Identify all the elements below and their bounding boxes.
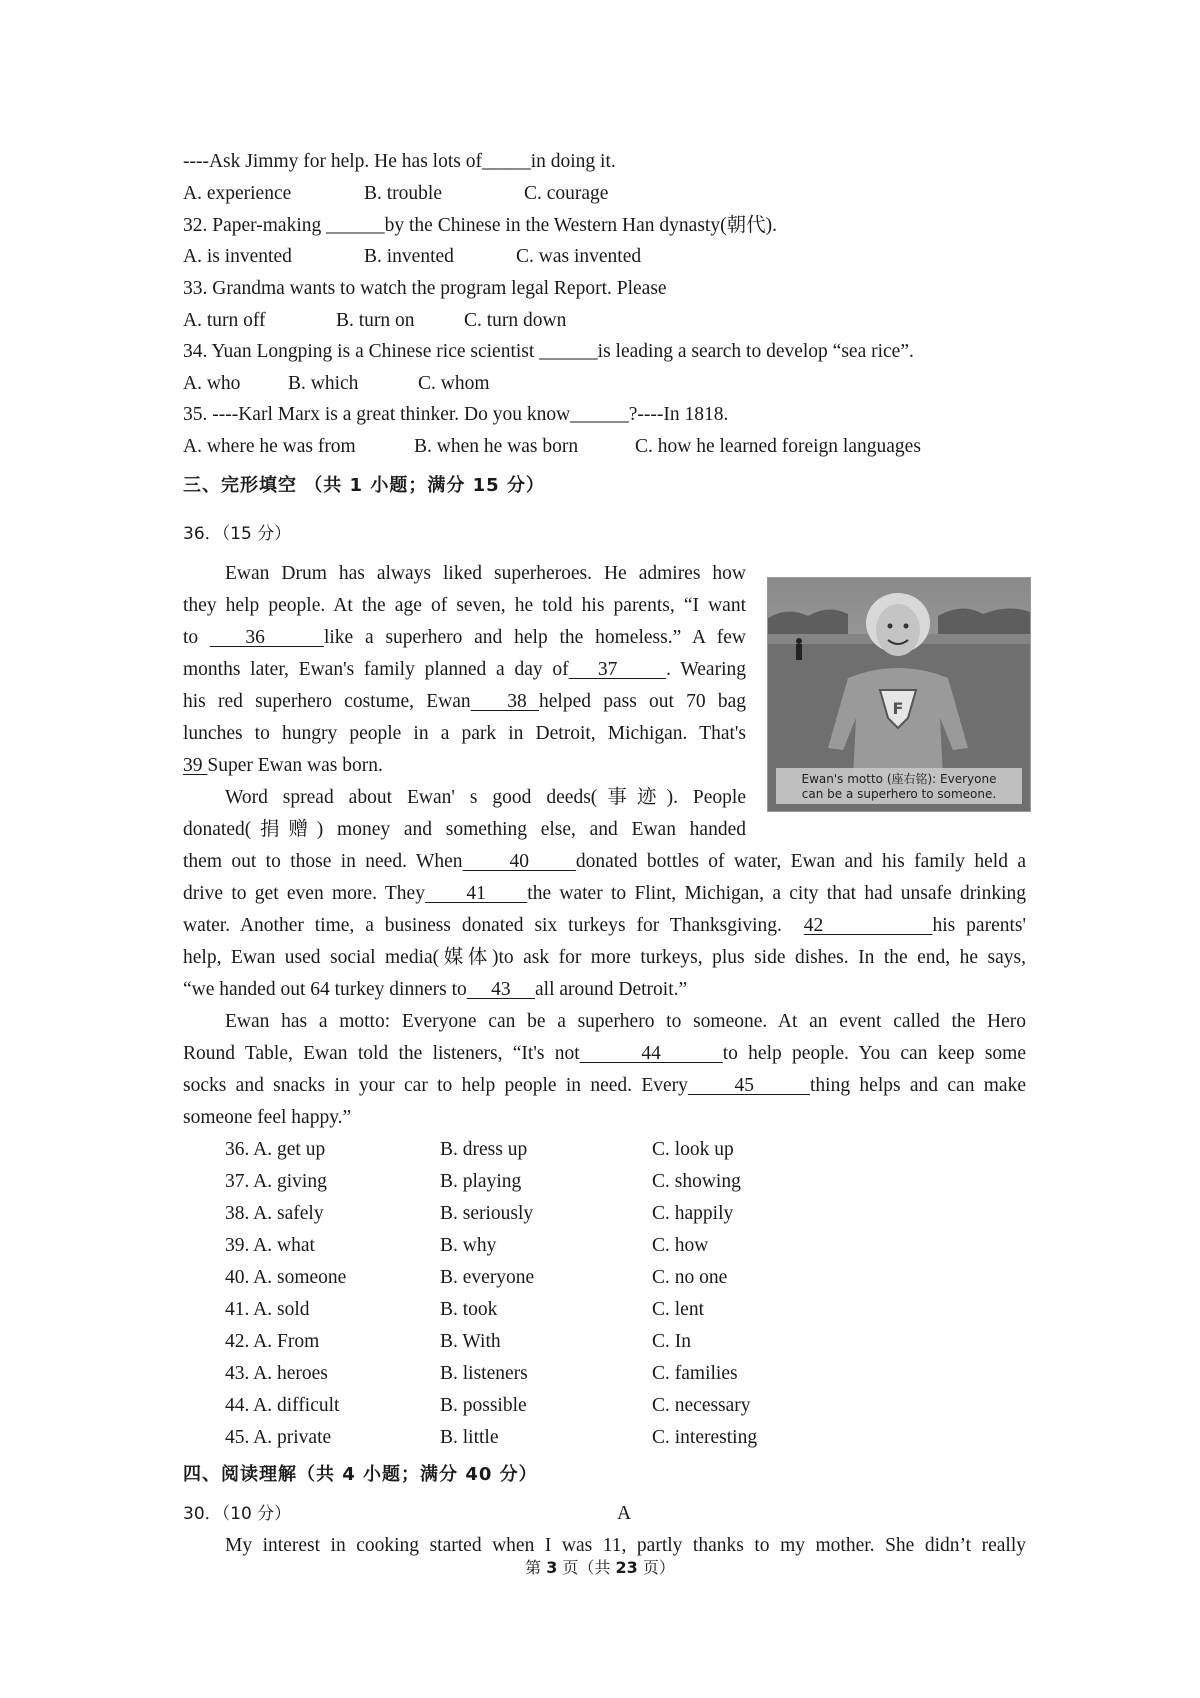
option-a: 37. A. giving: [225, 1171, 327, 1192]
question-34-stem: 34. Yuan Longping is a Chinese rice scientist ______is leading a search to develop “sea rice”.: [183, 341, 914, 362]
blank-41: 41: [424, 883, 528, 904]
option-b: B. everyone: [440, 1267, 535, 1288]
option-a: A. is invented: [183, 246, 292, 267]
option-b: B. trouble: [364, 183, 442, 204]
option-b: B. listeners: [440, 1363, 528, 1384]
option-c: C. turn down: [464, 310, 567, 331]
option-c: C. In: [652, 1331, 691, 1352]
passage-line: Round Table, Ewan told the listeners, “It's not 44 to help people. You can keep some: [183, 1043, 1027, 1064]
passage-line: someone feel happy.”: [183, 1107, 352, 1128]
question-33-stem: 33. Grandma wants to watch the program legal Report. Please: [183, 278, 667, 299]
option-b: B. With: [440, 1331, 501, 1352]
option-c: C. lent: [652, 1299, 704, 1320]
passage-line: drive to get even more. They 41 the water to Flint, Michigan, a city that had unsafe drinking: [183, 883, 1027, 904]
option-c: C. interesting: [652, 1427, 758, 1448]
option-a: 39. A. what: [225, 1235, 315, 1256]
option-c: C. was invented: [516, 246, 642, 267]
option-b: B. little: [440, 1427, 499, 1448]
option-b: B. took: [440, 1299, 498, 1320]
option-a: 43. A. heroes: [225, 1363, 328, 1384]
option-b: B. turn on: [336, 310, 415, 331]
blank-40: 40: [462, 851, 576, 872]
option-c: C. families: [652, 1363, 738, 1384]
blank-36: 36: [209, 627, 324, 648]
page-number: 3: [546, 1558, 558, 1577]
blank-42: 42: [803, 915, 933, 936]
option-c: C. happily: [652, 1203, 734, 1224]
page-total: 23: [615, 1558, 638, 1577]
option-c: C. how he learned foreign languages: [635, 436, 921, 457]
option-b: B. when he was born: [414, 436, 579, 457]
option-c: C. how: [652, 1235, 709, 1256]
option-a: A. who: [183, 373, 241, 394]
passage-line: donated(捐赠) money and something else, and Ewan handed: [183, 819, 746, 840]
question-31-stem: ----Ask Jimmy for help. He has lots of_____in doing it.: [183, 151, 616, 172]
section-heading: 四、阅读理解（共 4 小题；满分 40 分）: [183, 1464, 538, 1485]
passage-line: Word spread about Ewan' s good deeds(事迹). People: [225, 787, 746, 808]
option-a: 40. A. someone: [225, 1267, 347, 1288]
blank-38: 38: [470, 691, 540, 712]
option-c: C. whom: [418, 373, 490, 394]
option-b: B. possible: [440, 1395, 527, 1416]
option-b: B. invented: [364, 246, 454, 267]
passage-line: socks and snacks in your car to help people in need. Every 45 thing helps and can make: [183, 1075, 1026, 1096]
option-c: C. showing: [652, 1171, 741, 1192]
photo-caption-line-1: Ewan's motto (座右铭): Everyone: [801, 772, 997, 786]
blank-37: 37: [568, 659, 667, 680]
option-c: C. necessary: [652, 1395, 751, 1416]
option-a: 45. A. private: [225, 1427, 332, 1448]
option-b: B. why: [440, 1235, 497, 1256]
passage-line: 39 Super Ewan was born.: [183, 755, 383, 776]
option-a: 38. A. safely: [225, 1203, 324, 1224]
passage-line: My interest in cooking started when I was 11, partly thanks to my mother. She didn’t really: [225, 1535, 1026, 1556]
passage-line: his red superhero costume, Ewan 38 helped pass out 70 bag: [183, 691, 746, 712]
question-35-stem: 35. ----Karl Marx is a great thinker. Do you know______?----In 1818.: [183, 404, 729, 425]
svg-text:F: F: [892, 699, 904, 718]
superhero-kid-illustration: [768, 578, 1030, 811]
blank-39: 39: [183, 755, 208, 776]
option-b: B. dress up: [440, 1139, 528, 1160]
passage-line: Ewan has a motto: Everyone can be a superhero to someone. At an event called the Hero: [225, 1011, 1026, 1032]
option-b: B. playing: [440, 1171, 522, 1192]
option-b: B. seriously: [440, 1203, 534, 1224]
passage-line: months later, Ewan's family planned a day of 37 . Wearing: [183, 659, 746, 680]
blank-44: 44: [579, 1043, 723, 1064]
question-number: 30．（10 分）: [183, 1504, 292, 1524]
option-a: 44. A. difficult: [225, 1395, 340, 1416]
passage-line: Ewan Drum has always liked superheroes. He admires how: [225, 563, 746, 584]
passage-line: water. Another time, a business donated six turkeys for Thanksgiving. 42 his parents': [183, 915, 1026, 936]
passage-line: help, Ewan used social media(媒体)to ask for more turkeys, plus side dishes. In the end, he says,: [183, 947, 1026, 968]
option-a: A. turn off: [183, 310, 266, 331]
option-a: 41. A. sold: [225, 1299, 310, 1320]
page-footer: 第 3 页（共 23 页）: [525, 1558, 675, 1577]
ewan-photo: [767, 577, 1031, 812]
passage-line: them out to those in need. When 40 donated bottles of water, Ewan and his family held a: [183, 851, 1026, 872]
passage-line: “we handed out 64 turkey dinners to 43 all around Detroit.”: [183, 979, 688, 1000]
passage-label: A: [617, 1503, 632, 1524]
option-c: C. no one: [652, 1267, 728, 1288]
question-number: 36．（15 分）: [183, 524, 292, 544]
photo-caption-line-2: can be a superhero to someone.: [801, 787, 997, 801]
option-a: A. where he was from: [183, 436, 356, 457]
option-c: C. courage: [524, 183, 609, 204]
option-c: C. look up: [652, 1139, 734, 1160]
blank-43: 43: [466, 979, 536, 1000]
option-a: 42. A. From: [225, 1331, 320, 1352]
passage-line: they help people. At the age of seven, he told his parents, “I want: [183, 595, 746, 616]
passage-line: lunches to hungry people in a park in Detroit, Michigan. That's: [183, 723, 746, 744]
section-heading: 三、完形填空 （共 1 小题；满分 15 分）: [183, 475, 545, 496]
option-a: 36. A. get up: [225, 1139, 326, 1160]
question-32-stem: 32. Paper-making ______by the Chinese in the Western Han dynasty(朝代).: [183, 215, 777, 236]
option-b: B. which: [288, 373, 359, 394]
option-a: A. experience: [183, 183, 292, 204]
blank-45: 45: [687, 1075, 810, 1096]
passage-line: to 36 like a superhero and help the homeless.” A few: [183, 627, 747, 648]
